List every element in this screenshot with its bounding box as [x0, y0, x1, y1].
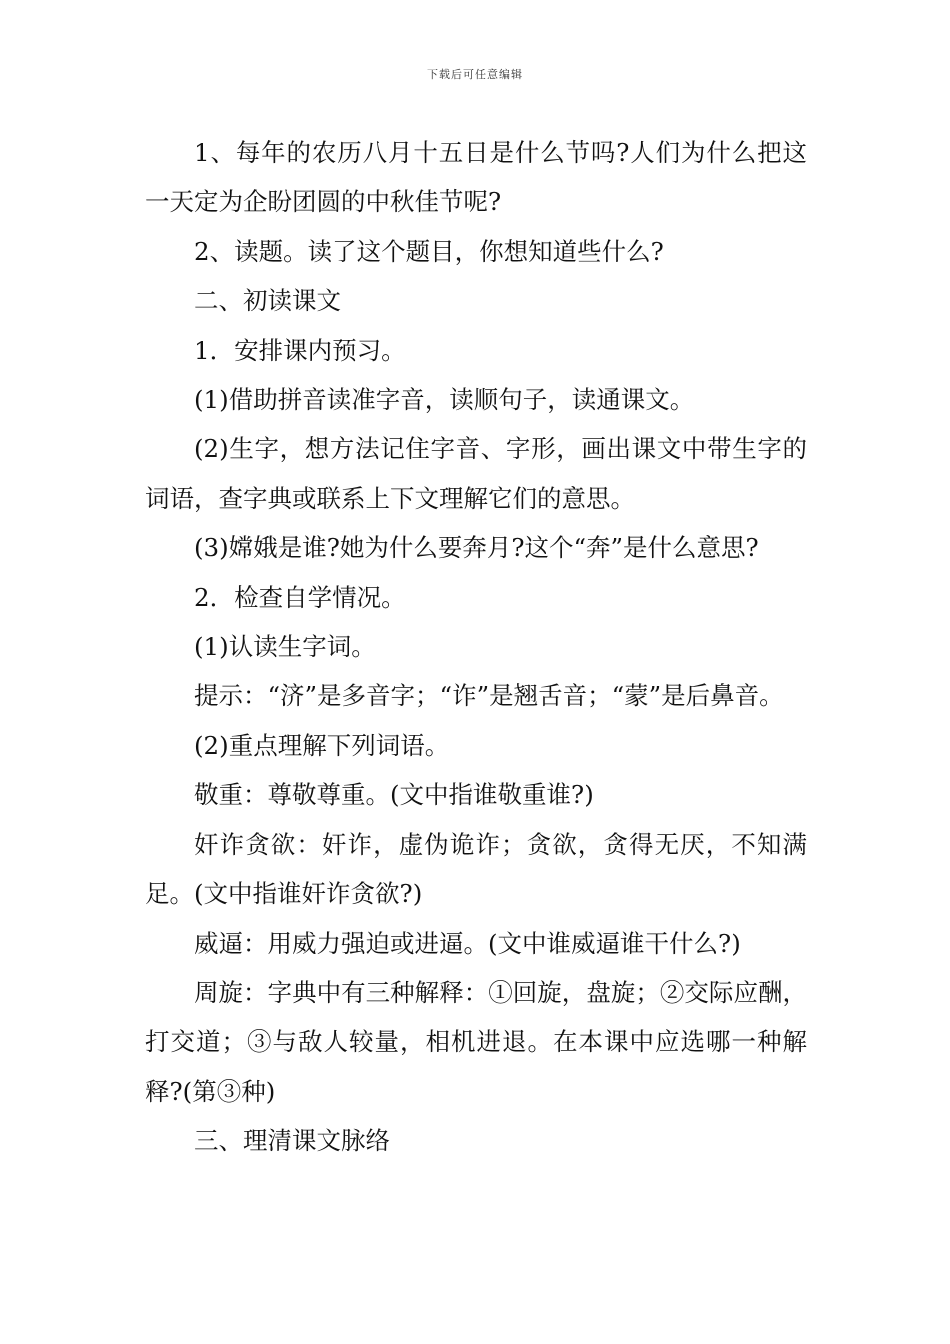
document-body	[145, 128, 807, 1166]
paragraph: 1．安排课内预习。	[194, 335, 406, 365]
paragraph: 1、每年的农历八月十五日是什么节吗?人们为什么把这一天定为企盼团圆的中秋佳节呢?	[145, 138, 807, 217]
paragraph: 周旋：字典中有三种解释：①回旋，盘旋；②交际应酬，打交道；③与敌人较量，相机进退。在本课中应选哪一种解释?(第③种)	[145, 977, 807, 1106]
page-header: 下载后可任意编辑	[427, 68, 523, 81]
paragraph: 敬重：尊敬尊重。(文中指谁敬重谁?)	[194, 780, 594, 810]
paragraph: 提示：“济”是多音字；“诈”是翘舌音；“蒙”是后鼻音。	[194, 681, 784, 711]
paragraph: 2、读题。读了这个题目，你想知道些什么?	[194, 236, 664, 266]
section-heading: 二、初读课文	[194, 286, 341, 316]
paragraph: (1)认读生字词。	[194, 632, 376, 662]
paragraph: 奸诈贪欲：奸诈，虚伪诡诈；贪欲，贪得无厌，不知满足。(文中指谁奸诈贪欲?)	[145, 829, 807, 909]
paragraph: (2)重点理解下列词语。	[194, 730, 450, 760]
paragraph: 威逼：用威力强迫或进逼。(文中谁威逼谁干什么?)	[194, 928, 741, 958]
paragraph: (2)生字，想方法记住字音、字形，画出课文中带生字的词语，查字典或联系上下文理解它们的意思。	[145, 434, 807, 513]
section-heading: 三、理清课文脉络	[194, 1126, 390, 1156]
paragraph: 2．检查自学情况。	[194, 582, 406, 612]
paragraph: (3)嫦娥是谁?她为什么要奔月?这个“奔”是什么意思?	[194, 533, 759, 563]
paragraph: (1)借助拼音读准字音，读顺句子，读通课文。	[194, 385, 695, 415]
